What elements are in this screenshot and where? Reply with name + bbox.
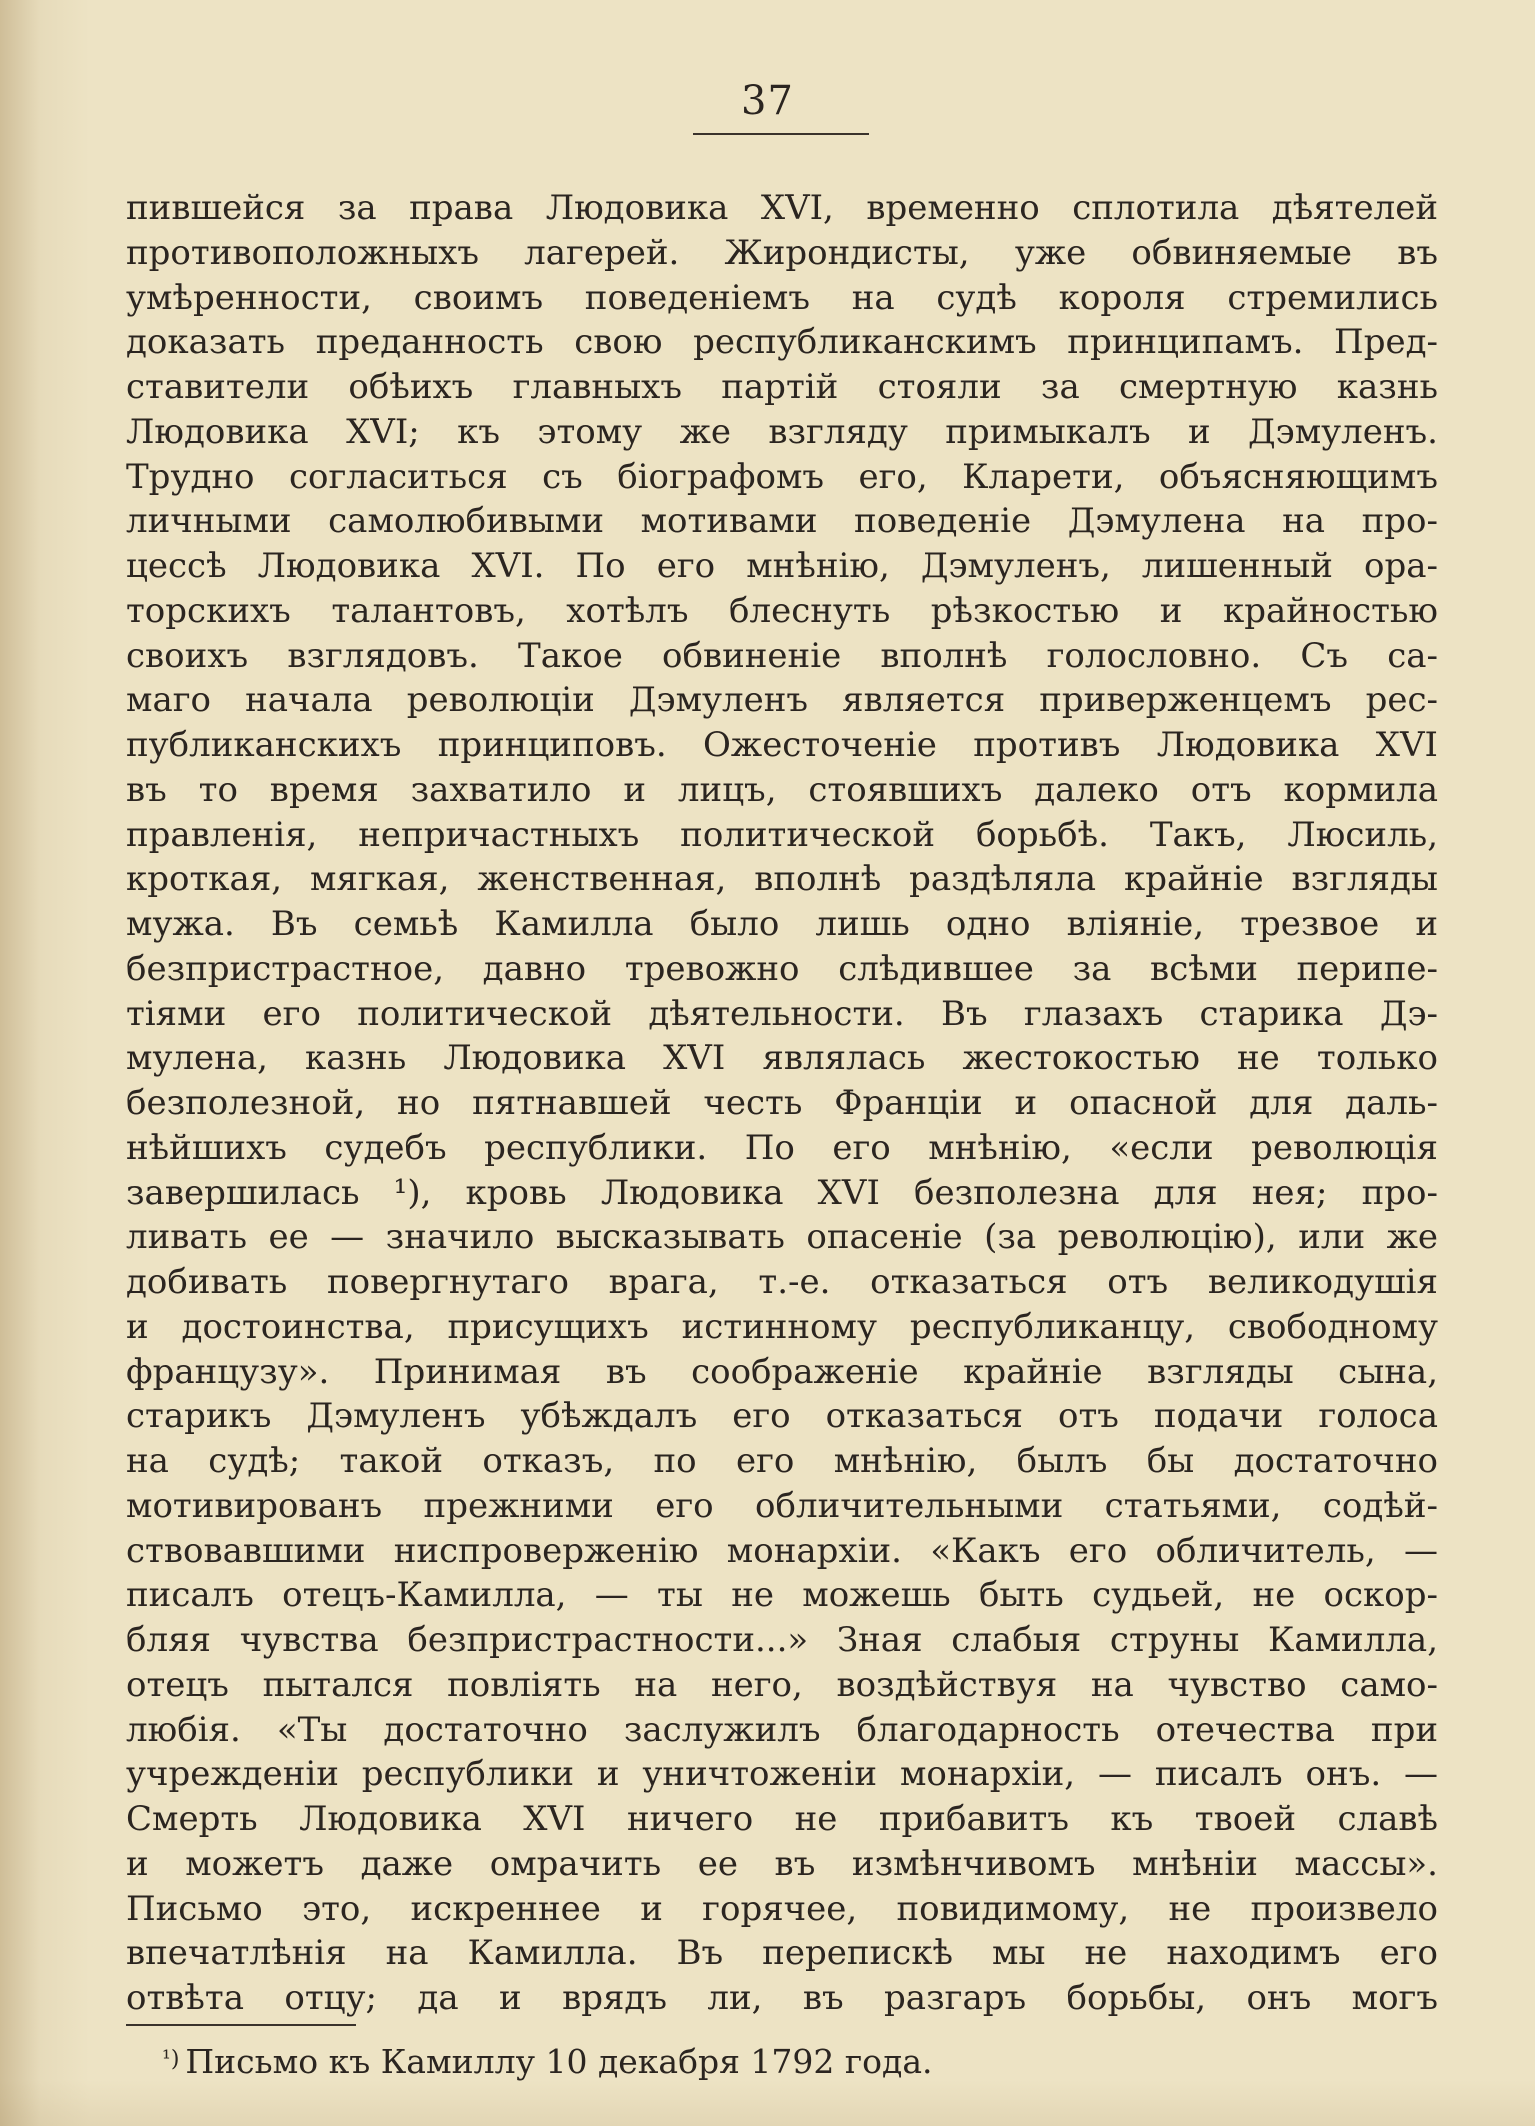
footnote-rule	[126, 2024, 356, 2026]
text-line: своихъ взглядовъ. Такое обвиненіе вполнѣ голословно. Съ са-	[126, 635, 1438, 676]
text-line: писалъ отецъ-Камилла, — ты не можешь быть судьей, не оскор-	[126, 1575, 1438, 1616]
text-line: правленія, непричастныхъ политической борьбѣ. Такъ, Люсиль,	[126, 814, 1438, 855]
text-line: противоположныхъ лагерей. Жирондисты, уже обвиняемые въ	[126, 232, 1438, 273]
text-line: ставители обѣихъ главныхъ партій стояли за смертную казнь	[126, 367, 1438, 407]
text-line: любія. «Ты достаточно заслужилъ благодарность отечества при	[126, 1709, 1438, 1750]
text-line: ливать ее — значило высказывать опасеніе (за революцію), или же	[126, 1217, 1438, 1258]
text-line: учрежденіи республики и уничтоженіи монархіи, — писалъ онъ. —	[126, 1754, 1438, 1795]
text-line: цессѣ Людовика XVI. По его мнѣнію, Дэмуленъ, лишенный ора-	[126, 546, 1438, 586]
main-text	[126, 186, 1438, 2021]
text-line: публиканскихъ принциповъ. Ожесточеніе противъ Людовика XVI	[126, 725, 1438, 765]
text-line: пившейся за права Людовика XVI, временно сплотила дѣятелей	[126, 188, 1438, 228]
text-line: Людовика XVI; къ этому же взгляду примыкалъ и Дэмуленъ.	[126, 411, 1438, 452]
text-line: личными самолюбивыми мотивами поведеніе Дэмулена на про-	[126, 501, 1438, 542]
text-line: тіями его политической дѣятельности. Въ глазахъ старика Дэ-	[126, 993, 1438, 1034]
footnote-marker: ¹)	[162, 2047, 180, 2072]
text-line: Трудно согласиться съ біографомъ его, Кларети, объясняющимъ	[126, 456, 1438, 497]
text-line: добивать повергнутаго врага, т.-е. отказаться отъ великодушія	[126, 1262, 1438, 1302]
text-line: нѣйшихъ судебъ республики. По его мнѣнію, «если революція	[126, 1127, 1438, 1168]
text-line: въ то время захватило и лицъ, стоявшихъ далеко отъ кормила	[126, 769, 1438, 810]
text-line: Письмо это, искреннее и горячее, повидимому, не произвело	[126, 1888, 1438, 1929]
text-line: безпристрастное, давно тревожно слѣдившее за всѣми перипе-	[126, 948, 1438, 989]
text-line: кроткая, мягкая, женственная, вполнѣ раздѣляла крайніе взгляды	[126, 859, 1438, 900]
footnote-text: Письмо къ Камиллу 10 декабря 1792 года.	[185, 2042, 933, 2081]
footnote	[162, 2040, 933, 2084]
text-line: мулена, казнь Людовика XVI являлась жестокостью не только	[126, 1038, 1438, 1079]
text-line: старикъ Дэмуленъ убѣждалъ его отказаться отъ подачи голоса	[126, 1396, 1438, 1437]
page-number: 37	[741, 78, 794, 124]
text-line: на судѣ; такой отказъ, по его мнѣнію, былъ бы достаточно	[126, 1441, 1438, 1481]
text-line: ствовавшими ниспроверженію монархіи. «Какъ его обличитель, —	[126, 1530, 1438, 1571]
page-number-rule	[693, 133, 869, 135]
text-line: впечатлѣнія на Камилла. Въ перепискѣ мы не находимъ его	[126, 1933, 1438, 1974]
text-line: безполезной, но пятнавшей честь Франціи и опасной для даль-	[126, 1083, 1438, 1123]
text-line: маго начала революціи Дэмуленъ является приверженцемъ рес-	[126, 680, 1438, 721]
text-line: мужа. Въ семьѣ Камилла было лишь одно вліяніе, трезвое и	[126, 904, 1438, 944]
text-line: доказать преданность свою республиканскимъ принципамъ. Пред-	[126, 322, 1438, 363]
text-line: отвѣта отцу; да и врядъ ли, въ разгаръ борьбы, онъ могъ	[126, 1978, 1438, 2018]
text-line: умѣренности, своимъ поведеніемъ на судѣ короля стремились	[126, 277, 1438, 318]
text-line: бляя чувства безпристрастности...» Зная слабыя струны Камилла,	[126, 1620, 1438, 1660]
text-line: торскихъ талантовъ, хотѣлъ блеснуть рѣзкостью и крайностью	[126, 590, 1438, 631]
text-line: и достоинства, присущихъ истинному республиканцу, свободному	[126, 1306, 1438, 1347]
text-line: мотивированъ прежними его обличительными статьями, содѣй-	[126, 1485, 1438, 1526]
text-line: завершилась ¹), кровь Людовика XVI безполезна для нея; про-	[126, 1172, 1438, 1213]
text-line: и можетъ даже омрачить ее въ измѣнчивомъ мнѣніи массы».	[126, 1843, 1438, 1884]
text-line: Смерть Людовика XVI ничего не прибавитъ къ твоей славѣ	[126, 1799, 1438, 1839]
text-line: французу». Принимая въ соображеніе крайніе взгляды сына,	[126, 1351, 1438, 1392]
text-line: отецъ пытался повліять на него, воздѣйствуя на чувство само-	[126, 1664, 1438, 1705]
